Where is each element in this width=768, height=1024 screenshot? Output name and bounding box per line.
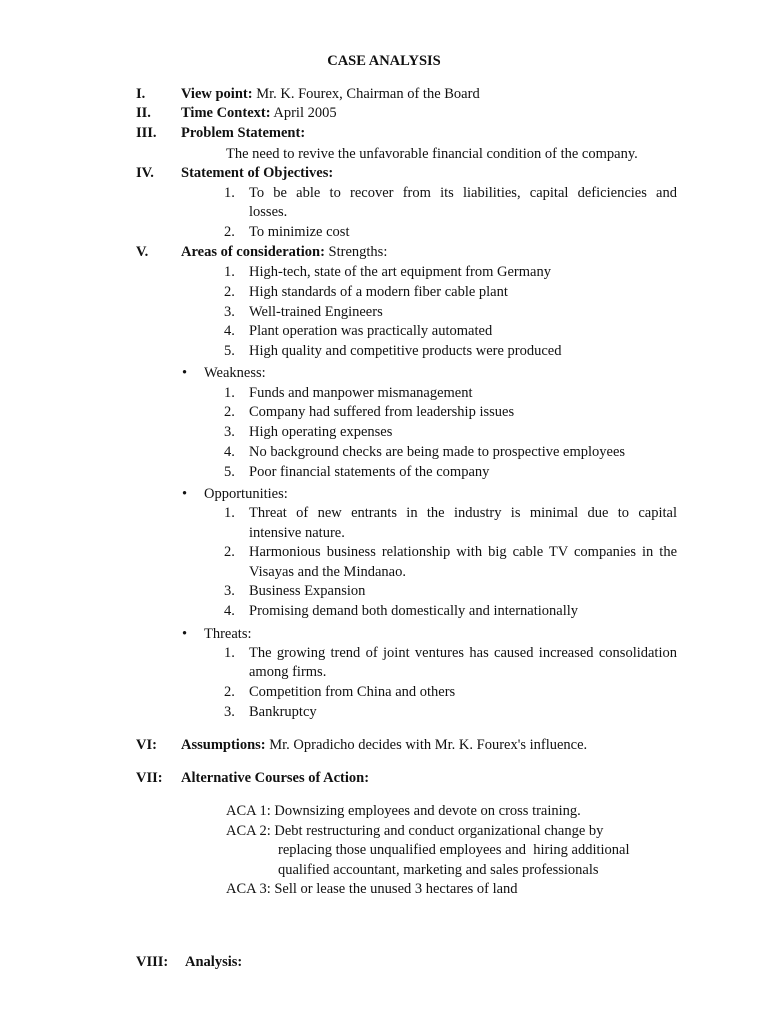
list-number: 3. <box>224 424 235 440</box>
list-item: High quality and competitive products were produced <box>249 343 562 359</box>
list-number: 2. <box>224 224 235 240</box>
list-item: Threat of new entrants in the industry is minimal due to capital <box>249 505 677 521</box>
list-item: High standards of a modern fiber cable plant <box>249 284 508 300</box>
threats-label: Threats: <box>204 626 252 642</box>
list-item: Competition from China and others <box>249 684 456 700</box>
list-item: The growing trend of joint ventures has caused increased consolidation <box>249 645 677 661</box>
section-numeral: V. <box>136 244 149 260</box>
list-number: 1. <box>224 264 235 280</box>
opportunities-label: Opportunities: <box>204 486 288 502</box>
list-number: 1. <box>224 185 235 201</box>
list-item: No background checks are being made to prospective employees <box>249 444 626 460</box>
list-item-continued: losses. <box>249 204 288 220</box>
list-number: 3. <box>224 704 235 720</box>
list-number: 5. <box>224 464 235 480</box>
list-item: Harmonious business relationship with big cable TV companies in the <box>249 544 677 560</box>
list-number: 2. <box>224 404 235 420</box>
assumptions-line <box>181 736 587 754</box>
section-numeral: VI: <box>136 737 157 753</box>
time-context-line <box>181 104 337 122</box>
areas-line <box>181 243 387 261</box>
weakness-label: Weakness: <box>204 365 266 381</box>
list-number: 4. <box>224 444 235 460</box>
section-numeral: IV. <box>136 165 154 181</box>
list-item: Poor financial statements of the company <box>249 464 490 480</box>
list-item: Funds and manpower mismanagement <box>249 385 473 401</box>
section-value: Strengths: <box>328 244 388 260</box>
bullet-icon: • <box>182 486 188 502</box>
section-heading: Assumptions: <box>181 737 266 753</box>
list-item: High operating expenses <box>249 424 393 440</box>
section-heading: Alternative Courses of Action: <box>181 770 370 786</box>
list-item: High-tech, state of the art equipment from Germany <box>249 264 551 280</box>
list-number: 3. <box>224 304 235 320</box>
list-number: 2. <box>224 284 235 300</box>
section-numeral: I. <box>136 86 146 102</box>
bullet-icon: • <box>182 365 188 381</box>
list-item: To be able to recover from its liabilities, capital deficiencies and <box>249 185 677 201</box>
bullet-icon: • <box>182 626 188 642</box>
list-item: Business Expansion <box>249 583 366 599</box>
list-number: 4. <box>224 603 235 619</box>
list-number: 5. <box>224 343 235 359</box>
list-number: 1. <box>224 645 235 661</box>
list-item: Bankruptcy <box>249 704 317 720</box>
aca-2: ACA 2: Debt restructuring and conduct organizational change by <box>226 823 604 839</box>
section-value: April 2005 <box>273 105 337 121</box>
list-item: Plant operation was practically automated <box>249 323 493 339</box>
section-value: Mr. Opradicho decides with Mr. K. Fourex's influence. <box>269 737 588 753</box>
section-heading: Problem Statement: <box>181 125 306 141</box>
aca-1: ACA 1: Downsizing employees and devote on cross training. <box>226 803 581 819</box>
list-item-continued: among firms. <box>249 664 327 680</box>
page-title: CASE ANALYSIS <box>327 53 441 69</box>
list-item: Well-trained Engineers <box>249 304 383 320</box>
section-numeral: VIII: <box>136 954 169 970</box>
section-numeral: II. <box>136 105 151 121</box>
list-item-continued: intensive nature. <box>249 525 345 541</box>
viewpoint-line <box>181 85 480 103</box>
list-number: 2. <box>224 684 235 700</box>
aca-3: ACA 3: Sell or lease the unused 3 hectares of land <box>226 881 518 897</box>
section-heading: View point: <box>181 86 253 102</box>
list-item: To minimize cost <box>249 224 350 240</box>
section-heading: Statement of Objectives: <box>181 165 334 181</box>
list-item-continued: Visayas and the Mindanao. <box>249 564 406 580</box>
list-number: 3. <box>224 583 235 599</box>
list-item: Company had suffered from leadership issues <box>249 404 515 420</box>
list-number: 2. <box>224 544 235 560</box>
section-numeral: III. <box>136 125 157 141</box>
list-number: 1. <box>224 505 235 521</box>
section-numeral: VII: <box>136 770 163 786</box>
section-heading: Time Context: <box>181 105 271 121</box>
aca-2-continued: qualified accountant, marketing and sales professionals <box>278 862 599 878</box>
list-number: 1. <box>224 385 235 401</box>
problem-statement-text: The need to revive the unfavorable financial condition of the company. <box>226 146 638 162</box>
section-heading: Analysis: <box>185 954 243 970</box>
list-number: 4. <box>224 323 235 339</box>
section-value: Mr. K. Fourex, Chairman of the Board <box>256 86 480 102</box>
list-item: Promising demand both domestically and internationally <box>249 603 579 619</box>
section-heading: Areas of consideration: <box>181 244 325 260</box>
aca-2-continued: replacing those unqualified employees and hiring additional <box>278 842 630 858</box>
